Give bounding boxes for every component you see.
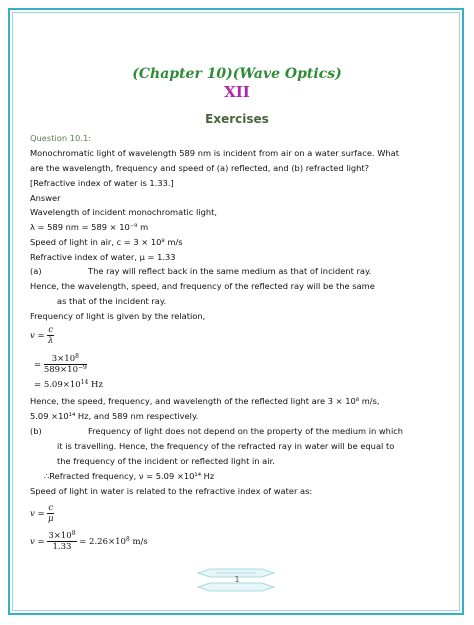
- eq3: = 5.09×10: [34, 380, 81, 390]
- eq3-exp: 14: [80, 379, 89, 386]
- eq5-unit: m/s: [129, 537, 148, 547]
- answer-line-2: λ = 589 nm = 589 × 10⁻⁹ m: [30, 222, 149, 232]
- frequency-relation: Frequency of light is given by the relation,: [30, 311, 206, 321]
- equation-speed: [30, 503, 54, 524]
- question-line-3: [Refractive index of water is 1.33.]: [30, 178, 174, 188]
- eq2-num: 3×10: [51, 354, 76, 364]
- chapter-title: (Chapter 10)(Wave Optics): [132, 66, 342, 82]
- eq5-rhs-exp: 8: [125, 536, 130, 543]
- section-heading: Exercises: [205, 112, 269, 126]
- eq5-den: 1.33: [52, 542, 72, 552]
- part-b-line-2: it is travelling. Hence, the frequency of the refracted ray in water will be equal to: [57, 441, 395, 451]
- equation-speed-result: [30, 531, 148, 552]
- eq2-num-exp: 8: [75, 353, 79, 360]
- eq4-lhs: v =: [30, 509, 45, 519]
- part-a-line-3: as that of the incident ray.: [57, 296, 167, 306]
- part-a-label: (a): [30, 266, 42, 276]
- refracted-frequency: ∴Refracted frequency, ν = 5.09 ×10¹⁴ Hz: [44, 471, 215, 481]
- eq5-num-exp: 8: [71, 530, 76, 537]
- equation-frequency-result: [34, 380, 103, 390]
- eq2-den: 589×10: [43, 365, 78, 375]
- eq4-den: μ: [47, 514, 54, 524]
- eq4-num: c: [48, 503, 54, 513]
- equation-frequency-substituted: = $\frac{3\times 10^8}{589\times 10^{-9}}$: [34, 353, 87, 375]
- page-number: 1: [234, 575, 240, 584]
- equation-frequency: [30, 325, 54, 346]
- eq3-unit: Hz: [88, 380, 103, 390]
- eq5-rhs: = 2.26×10: [79, 537, 126, 547]
- eq1-den: λ: [48, 336, 54, 346]
- eq1-lhs: v =: [30, 331, 45, 341]
- conclusion-line-1: Hence, the speed, frequency, and wavelength of the reflected light are 3 × 10⁸ m/s,: [30, 396, 380, 406]
- answer-line-1: Wavelength of incident monochromatic light,: [30, 207, 218, 217]
- part-b-label: (b): [30, 426, 42, 436]
- answer-label: Answer: [30, 193, 61, 203]
- part-b-text: Frequency of light does not depend on the property of the medium in which: [88, 426, 404, 436]
- part-a-text: The ray will reflect back in the same medium as that of incident ray.: [88, 266, 372, 276]
- part-a-line-2: Hence, the wavelength, speed, and frequency of the reflected ray will be the same: [30, 281, 375, 291]
- part-b-line-3: the frequency of the incident or reflected light in air.: [57, 456, 275, 466]
- eq1-num: c: [48, 325, 54, 335]
- eq2-den-exp: −9: [78, 364, 87, 371]
- question-line-1: Monochromatic light of wavelength 589 nm is incident from air on a water surface. What: [30, 148, 400, 158]
- question-line-2: are the wavelength, frequency and speed of (a) reflected, and (b) refracted light?: [30, 163, 370, 173]
- speed-relation: Speed of light in water is related to the refractive index of water as:: [30, 486, 313, 496]
- question-number: Question 10.1:: [30, 133, 92, 143]
- answer-line-4: Refractive index of water, μ = 1.33: [30, 252, 176, 262]
- class-label: XII: [224, 83, 250, 101]
- eq5-lhs: v =: [30, 537, 45, 547]
- answer-line-3: Speed of light in air, c = 3 × 10⁸ m/s: [30, 237, 183, 247]
- eq5-num: 3×10: [48, 531, 72, 541]
- conclusion-line-2: 5.09 ×10¹⁴ Hz, and 589 nm respectively.: [30, 411, 199, 421]
